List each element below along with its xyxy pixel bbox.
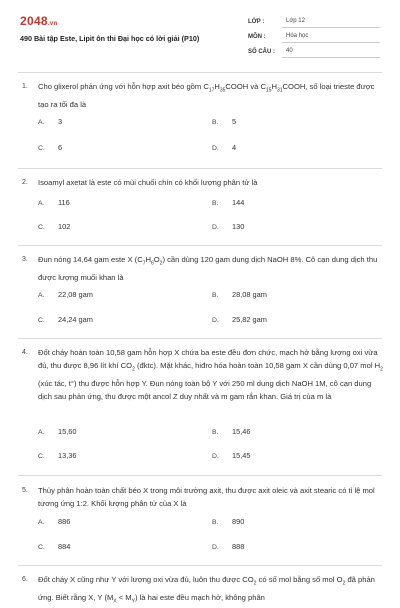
option-letter: D. (212, 317, 219, 324)
question-text: Đốt cháy X cũng như Y với lượng oxi vừa đủ, luôn thu được $CO_2$ có số mol bằng số mol $O_2$ đã phản ứng. Biết rằng X, Y $(M_X < M_Y)$ là hai este đều mạch hở, không phân (38, 575, 375, 605)
option-letter: B. (212, 119, 219, 126)
option-letter: B. (212, 292, 219, 299)
option-letter: A. (38, 200, 45, 207)
question-divider (18, 565, 382, 566)
option-letter: C. (38, 145, 45, 152)
answer-option[interactable] (38, 143, 62, 152)
option-value: 3 (58, 117, 63, 126)
meta-value: Lớp 12 (282, 16, 380, 28)
answer-option[interactable] (212, 517, 244, 526)
option-letter: B. (212, 519, 219, 526)
option-letter: A. (38, 519, 45, 526)
option-letter: D. (212, 145, 219, 152)
question-number: 3. (22, 256, 28, 263)
answer-option[interactable] (38, 315, 93, 324)
logo-suffix: .vn (47, 21, 58, 27)
option-value: 15,45 (232, 451, 251, 460)
question-text: Đốt cháy hoàn toàn 10,58 gam hỗn hợp X chứa ba este đều đơn chức, mạch hở bằng lượng oxi vừa đủ, thu được 8,96 lít khí $CO_2$ (đktc). Mặt khác, hiđro hóa hoàn toàn 10,58 gam X cần dùng 0,07 mol $H_2$ (xúc tác, t°) thu được hỗn hợp Y. Đun nóng toàn bộ Y với 250 ml dung dịch NaOH 1M, cô cạn dung dịch sau phản ứng, thu được một ancol Z duy nhất và m gam rắn khan. Giá trị của m là (38, 348, 383, 401)
answer-option[interactable] (212, 451, 251, 460)
question-divider (18, 168, 382, 169)
answer-option[interactable] (38, 117, 62, 126)
answer-option[interactable] (38, 198, 70, 207)
option-letter: D. (212, 224, 219, 231)
answer-option[interactable] (212, 290, 267, 299)
answer-option[interactable] (38, 222, 70, 231)
option-value: 116 (58, 198, 70, 207)
option-value: 888 (232, 542, 245, 551)
question-divider (18, 338, 382, 339)
question-number: 4. (22, 349, 28, 356)
meta-row-subject (248, 29, 380, 44)
meta-row-class (248, 14, 380, 29)
option-value: 890 (232, 517, 245, 526)
site-logo[interactable] (20, 14, 57, 28)
option-value: 15,60 (58, 427, 77, 436)
question-text: Isoamyl axetat là este có mùi chuối chín có khối lượng phân tử là (38, 178, 258, 187)
logo-text: 2048 (20, 14, 48, 28)
answer-option[interactable] (38, 517, 70, 526)
option-value: 28,08 gam (232, 290, 267, 299)
meta-info (248, 14, 380, 59)
option-value: 22,08 gam (58, 290, 93, 299)
option-value: 25,82 gam (232, 315, 267, 324)
option-letter: B. (212, 429, 219, 436)
option-letter: B. (212, 200, 219, 207)
option-value: 884 (58, 542, 71, 551)
option-value: 15,46 (232, 427, 251, 436)
meta-label: SỐ CÂU : (248, 48, 275, 55)
meta-value: Hóa học (282, 31, 380, 43)
question-divider (18, 245, 382, 246)
meta-label: MÔN : (248, 33, 266, 40)
page-header (0, 0, 400, 62)
option-value: 24,24 gam (58, 315, 93, 324)
answer-option[interactable] (212, 542, 244, 551)
answer-option[interactable] (212, 222, 244, 231)
document-title: 490 Bài tập Este, Lipit ôn thi Đại học có lời giải (P10) (20, 34, 200, 43)
question-text: Thủy phân hoàn toàn chất béo X trong môi trường axit, thu được axit oleic và axit stearic có tỉ lệ mol tương ứng 1:2. Khối lượng phân tử của X là (38, 486, 375, 508)
option-letter: A. (38, 119, 45, 126)
option-value: 102 (58, 222, 71, 231)
option-value: 144 (232, 198, 245, 207)
question-number: 5. (22, 487, 28, 494)
option-letter: A. (38, 429, 45, 436)
option-value: 130 (232, 222, 245, 231)
option-letter: D. (212, 544, 219, 551)
answer-option[interactable] (38, 451, 77, 460)
meta-label: LỚP : (248, 18, 265, 25)
option-value: 5 (232, 117, 237, 126)
answer-option[interactable] (212, 198, 244, 207)
question-number: 2. (22, 179, 28, 186)
meta-value: 40 (282, 46, 380, 58)
answer-option[interactable] (212, 143, 236, 152)
question-number: 1. (22, 83, 28, 90)
question-divider (18, 72, 382, 73)
question-divider (18, 475, 382, 476)
question-text: Cho glixerol phản ứng với hỗn hợp axit béo gồm $C_{17}H_{35}COOH$ và $C_{15}H_{31}COOH$, số loại trieste được tạo ra tối đa là (38, 82, 375, 109)
answer-option[interactable] (38, 290, 93, 299)
option-value: 4 (232, 143, 237, 152)
answer-option[interactable] (38, 542, 70, 551)
meta-row-count (248, 44, 380, 59)
answer-option[interactable] (212, 117, 236, 126)
question-number: 6. (22, 576, 28, 583)
question-text: Đun nóng 14,64 gam este X $(C_7H_6O_2)$ cần dùng 120 gam dung dịch NaOH 8%. Cô cạn dung dịch thu được lượng muối khan là (38, 255, 378, 282)
option-letter: C. (38, 317, 45, 324)
option-letter: C. (38, 453, 45, 460)
answer-option[interactable] (212, 315, 267, 324)
option-value: 13,36 (58, 451, 77, 460)
option-letter: C. (38, 544, 45, 551)
option-letter: C. (38, 224, 45, 231)
option-letter: A. (38, 292, 45, 299)
answer-option[interactable] (212, 427, 251, 436)
answer-option[interactable] (38, 427, 77, 436)
option-letter: D. (212, 453, 219, 460)
option-value: 6 (58, 143, 63, 152)
option-value: 886 (58, 517, 71, 526)
